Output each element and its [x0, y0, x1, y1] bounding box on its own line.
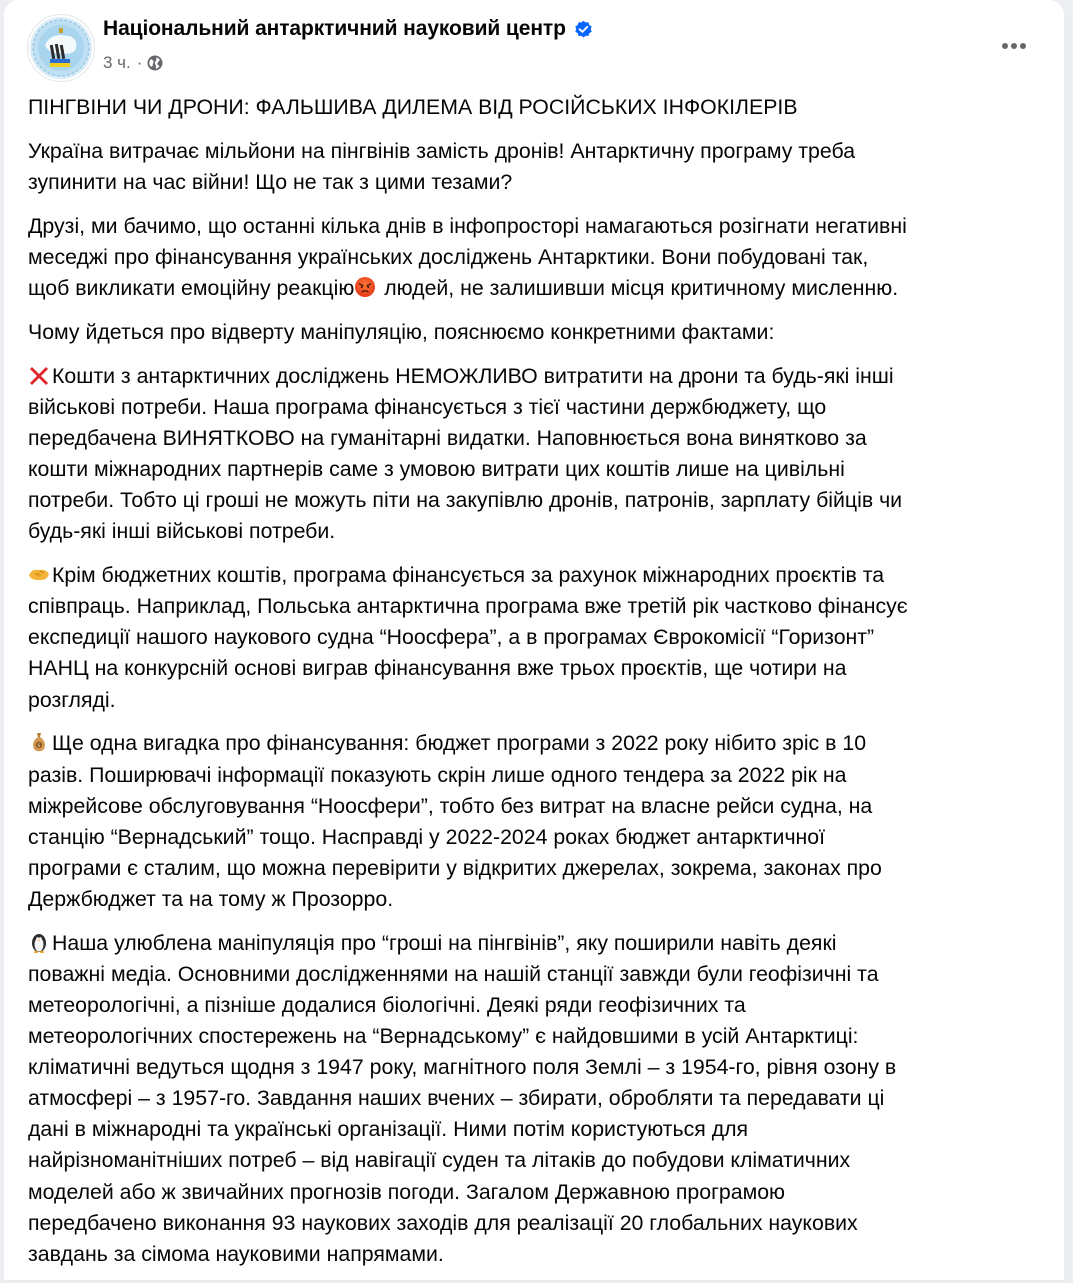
more-options-icon-dot	[1020, 43, 1026, 49]
text-line: поважні медіа. Основними дослідженнями на нашій станції завжди були геофізичні та	[28, 961, 879, 986]
verified-badge-icon	[574, 20, 593, 39]
text-line: завдань за сімома науковими напрямами.	[28, 1241, 444, 1266]
text-line: міжрейсове обслуговування “Ноосфери”, тобто без витрат на власне рейси судна, на	[28, 793, 873, 818]
text-line: Україна витрачає мільйони на пінгвінів замість дронів! Антарктичну програму треба	[28, 138, 856, 163]
money-bag-emoji-icon	[28, 731, 51, 753]
text-line: кошти міжнародних партнерів саме з умовою витрати цих коштів лише на цивільні	[28, 457, 845, 482]
text-line: Ще одна вигадка про фінансування: бюджет програми з 2022 року нібито зріс в 10	[52, 731, 867, 756]
post-paragraph-4	[28, 361, 1058, 548]
text-line: розгляді.	[28, 687, 116, 712]
post-paragraph-7	[28, 928, 1058, 1270]
post-paragraph-3: Чому йдеться про відверту маніпуляцію, пояснюємо конкретними фактами:	[28, 319, 775, 344]
text-line: передбачено виконання 93 наукових заходів для реалізації 20 глобальних наукових	[28, 1210, 858, 1235]
text-line: Крім бюджетних коштів, програма фінансується за рахунок міжнародних проєктів та	[52, 563, 885, 588]
angry-face-emoji-icon	[354, 276, 377, 298]
globe-icon[interactable]	[147, 55, 163, 71]
text-line: станцію “Вернадський” тощо. Насправді у 2022-2024 роках бюджет антарктичної	[28, 824, 826, 849]
text-line: Держбюджет та на тому ж Прозорро.	[28, 886, 394, 911]
text-line: Наша улюблена маніпуляція про “гроші на пінгвінів”, яку поширили навіть деякі	[52, 930, 837, 955]
text-line: потреби. Тобто ці гроші не можуть піти на закупівлю дронів, патронів, зарплату бійців чи	[28, 488, 903, 513]
text-line: метеорологічних спостережень на “Вернадському” є найдовшими в усій Антарктиці:	[28, 1024, 859, 1049]
handshake-emoji-icon	[28, 563, 51, 585]
text-line: моделей або ж звичайних прогнозів погоди. Загалом Державною програмою	[28, 1179, 786, 1204]
text-line: кліматичні ведуться щодня з 1947 року, магнітного поля Землі – з 1954-го, рівня озону в	[28, 1055, 897, 1080]
post-meta	[103, 53, 163, 73]
meta-separator: ·	[136, 53, 143, 72]
text-line: найрізноманітніших потреб – від навігації суден та літаків до побудови кліматичних	[28, 1148, 851, 1173]
page-avatar[interactable]	[27, 14, 95, 82]
post-paragraph-1	[28, 136, 1058, 198]
text-line: експедиції нашого наукового судна “Ноосфера”, а в програмах Єврокомісії “Горизонт”	[28, 625, 875, 650]
more-options-icon-dot	[1002, 43, 1008, 49]
text-line: військові потреби. Наша програма фінансується з тієї частини держбюджету, що	[28, 394, 827, 419]
penguin-emoji-icon	[28, 931, 51, 953]
text-line: Кошти з антарктичних досліджень НЕМОЖЛИВО витратити на дрони та будь-які інші	[52, 363, 894, 388]
text-line: разів. Поширювачі інформації показують скрін лише одного тендера за 2022 рік на	[28, 762, 847, 787]
post-paragraph-6	[28, 728, 1058, 915]
text-line: будь-які інші військові потреби.	[28, 519, 336, 544]
post-body	[28, 92, 1058, 1283]
more-options-button[interactable]	[994, 32, 1034, 60]
text-line: атмосфері – з 1957-го. Завдання наших вчених – збирати, обробляти та передавати ці	[28, 1086, 885, 1111]
post-paragraph-5	[28, 560, 1058, 715]
text-line: меседжі про фінансування українських досліджень Антарктики. Вони побудовані так,	[28, 244, 869, 269]
post-paragraph-2	[28, 211, 1058, 304]
author-row	[103, 17, 593, 41]
text-line: Друзі, ми бачимо, що останні кілька днів в інфопросторі намагаються розігнати негативні	[28, 213, 907, 238]
facebook-post-card	[4, 0, 1064, 1280]
text-line: людей, не залишивши місця критичному мисленню.	[378, 276, 899, 301]
text-line: метеорологічні, а пізніше додалися біологічні. Деякі ряди геофізичних та	[28, 993, 746, 1018]
svg-text:$: $	[37, 743, 41, 750]
post-header	[4, 0, 1064, 90]
page-name-link[interactable]: Національний антарктичний науковий центр	[103, 17, 566, 40]
text-line: передбачена ВИНЯТКОВО на гуманітарні видатки. Наповнюється вона винятково за	[28, 426, 867, 451]
cross-mark-emoji-icon	[28, 364, 51, 386]
post-headline: ПІНГВІНИ ЧИ ДРОНИ: ФАЛЬШИВА ДИЛЕМА ВІД РОСІЙСЬКИХ ІНФОКІЛЕРІВ	[28, 95, 798, 119]
text-line: співпраць. Наприклад, Польська антарктична програма вже третій рік частково фінансує	[28, 594, 908, 619]
text-line: НАНЦ на конкурсній основі виграв фінансування вже трьох проєктів, ще чотири на	[28, 656, 847, 681]
post-timestamp-link[interactable]: 3 ч.	[103, 53, 131, 72]
more-options-icon-dot	[1011, 43, 1017, 49]
text-line: зупинити на час війни! Що не так з цими тезами?	[28, 169, 513, 194]
text-line: програми є сталим, що можна перевірити у відкритих джерелах, зокрема, законах про	[28, 855, 882, 880]
text-line: щоб викликати емоційну реакцію	[28, 276, 355, 301]
antarctic-center-logo-icon	[28, 15, 94, 81]
text-line: дані в міжнародні та українські організації. Ними потім користуються для	[28, 1117, 749, 1142]
